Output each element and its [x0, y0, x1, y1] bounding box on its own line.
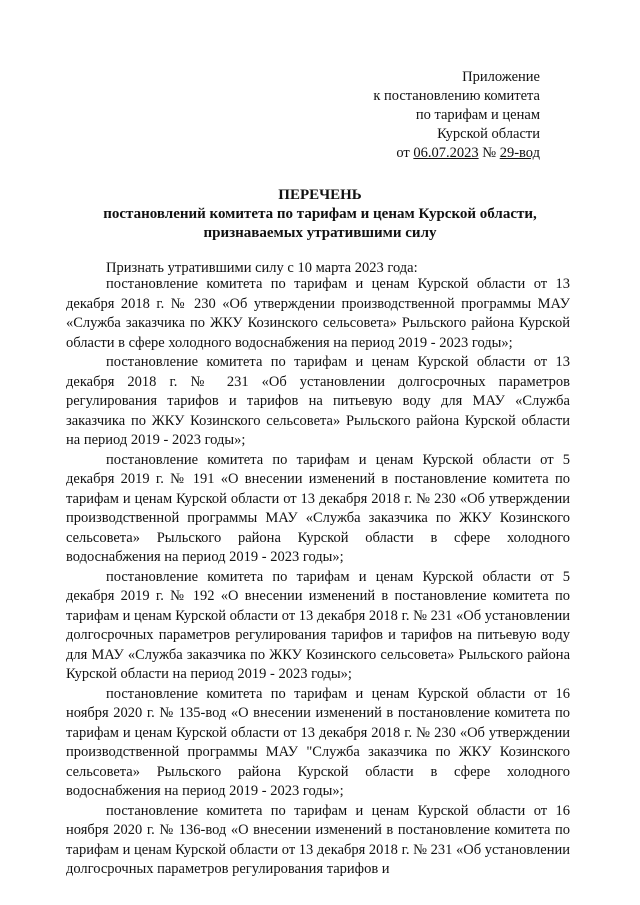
approval-block [310, 68, 540, 163]
heading-title: ПЕРЕЧЕНЬ [278, 187, 362, 203]
date-prefix: от [396, 145, 414, 161]
list-item: постановление комитета по тарифам и ценам Курской области от 5 декабря 2019 г. № 192 «О внесении изменений в постановление комитета по тарифам и ценам Курской области от 13 декабря 2018 г. № 231 «Об установлении долгосрочных параметров регулирования тарифов и тарифов на питьевую воду для МАУ «Служба заказчика по ЖКУ Козинского сельсовета» Рыльского района Курской области на период 2019 - 2023 годы»; [66, 568, 570, 682]
heading-subtitle-2: признаваемых утратившими силу [203, 225, 437, 241]
document-body [66, 275, 570, 880]
approval-line-1: Приложение [462, 69, 540, 85]
approval-line-3: по тарифам и ценам [415, 107, 540, 123]
approval-date: 06.07.2023 [413, 145, 479, 161]
list-item: постановление комитета по тарифам и ценам Курской области от 13 декабря 2018 г. № 231 «Об установлении долгосрочных параметров регулирования тарифов и тарифов на питьевую воду для МАУ «Служба заказчика по ЖКУ Козинского сельсовета» Рыльского района Курской области на период 2019 - 2023 годы»; [66, 354, 570, 448]
approval-line-4: Курской области [437, 126, 540, 142]
heading-subtitle-1: постановлений комитета по тарифам и ценам Курской области, [103, 206, 537, 222]
list-item: постановление комитета по тарифам и ценам Курской области от 13 декабря 2018 г. № 230 «Об утверждении производственной программы МАУ «Служба заказчика по ЖКУ Козинского сельсовета» Рыльского района Курской области в сфере холодного водоснабжения на период 2019 - 2023 годы»; [66, 276, 570, 351]
approval-number: 29-вод [499, 145, 540, 161]
intro-paragraph: Признать утратившими силу с 10 марта 2023 года: [106, 260, 418, 276]
approval-line-2: к постановлению комитета [373, 88, 540, 104]
approval-date-line [310, 144, 540, 163]
list-item: постановление комитета по тарифам и ценам Курской области от 5 декабря 2019 г. № 191 «О внесении изменений в постановление комитета по тарифам и ценам Курской области от 13 декабря 2018 г. № 230 «Об утверждении производственной программы МАУ «Служба заказчика по ЖКУ Козинского сельсовета» Рыльского района Курской области в сфере холодного водоснабжения на период 2019 - 2023 годы»; [66, 451, 570, 565]
document-heading [60, 186, 580, 243]
number-prefix: № [478, 145, 500, 161]
list-item: постановление комитета по тарифам и ценам Курской области от 16 ноября 2020 г. № 136-вод «О внесении изменений в постановление комитета по тарифам и ценам Курской области от 13 декабря 2018 г. № 231 «Об установлении долгосрочных параметров регулирования тарифов и [66, 802, 570, 877]
list-item: постановление комитета по тарифам и ценам Курской области от 16 ноября 2020 г. № 135-вод «О внесении изменений в постановление комитета по тарифам и ценам Курской области от 13 декабря 2018 г. № 230 «Об утверждении производственной программы МАУ "Служба заказчика по ЖКУ Козинского сельсовета» Рыльского района Курской области в сфере холодного водоснабжения на период 2019 - 2023 годы»; [66, 685, 570, 799]
